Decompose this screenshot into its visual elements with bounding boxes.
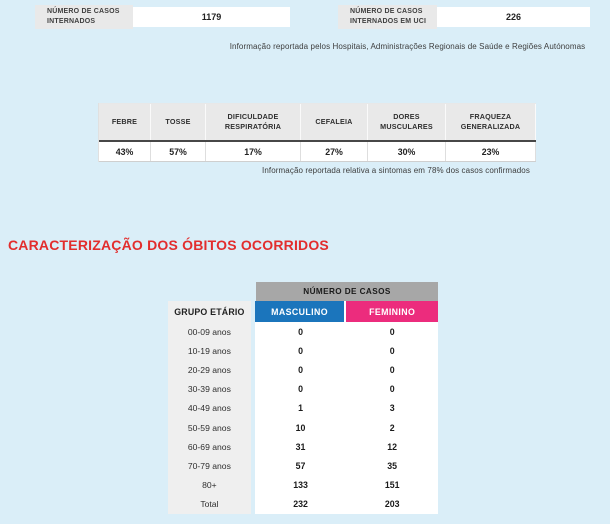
- hospitalized-cases-value: 1179: [133, 7, 290, 27]
- age-group-label: 50-59 anos: [168, 418, 251, 437]
- deaths-table-header-row: [168, 301, 438, 322]
- age-group-label: 70-79 anos: [168, 456, 251, 475]
- symptom-value: 23%: [446, 142, 536, 161]
- symptoms-table-value-row: [99, 142, 536, 162]
- deaths-table-banner-row: [168, 282, 438, 301]
- deaths-table-body: [168, 322, 438, 514]
- symptom-value: 43%: [99, 142, 151, 161]
- male-cases-value: 133: [255, 476, 347, 495]
- male-cases-value: 57: [255, 456, 347, 475]
- symptom-value: 57%: [151, 142, 206, 161]
- female-cases-value: 0: [346, 341, 438, 360]
- age-group-label: 20-29 anos: [168, 360, 251, 379]
- deaths-section-title: CARACTERIZAÇÃO DOS ÓBITOS OCORRIDOS: [8, 237, 329, 253]
- male-cases-value: 10: [255, 418, 347, 437]
- deaths-table-row: [168, 322, 438, 341]
- number-of-cases-banner: NÚMERO DE CASOS: [256, 282, 438, 301]
- male-cases-value: 31: [255, 437, 347, 456]
- female-cases-value: 35: [346, 456, 438, 475]
- icu-cases-label-line1: NÚMERO DE CASOS: [350, 8, 423, 16]
- symptom-header: DIFICULDADE RESPIRATÓRIA: [206, 104, 301, 140]
- hospitalized-cases-label: [35, 5, 133, 29]
- symptom-header: TOSSE: [151, 104, 206, 140]
- symptom-value: 27%: [301, 142, 368, 161]
- symptoms-table: [98, 103, 536, 162]
- symptom-header: DORES MUSCULARES: [368, 104, 446, 140]
- deaths-table-row: [168, 380, 438, 399]
- deaths-table: [168, 282, 438, 514]
- deaths-table-row: [168, 437, 438, 456]
- deaths-table-row: [168, 476, 438, 495]
- symptom-value: 17%: [206, 142, 301, 161]
- symptom-header: FEBRE: [99, 104, 151, 140]
- deaths-table-row: [168, 418, 438, 437]
- age-group-label: 10-19 anos: [168, 341, 251, 360]
- male-cases-value: 0: [255, 322, 347, 341]
- icu-cases-label-line2: INTERNADOS EM UCI: [350, 18, 427, 25]
- age-group-label: Total: [168, 495, 251, 514]
- symptom-value: 30%: [368, 142, 446, 161]
- symptom-header: FRAQUEZA GENERALIZADA: [446, 104, 536, 140]
- deaths-table-row: [168, 360, 438, 379]
- deaths-table-row: [168, 495, 438, 514]
- female-cases-value: 0: [346, 380, 438, 399]
- age-group-label: 30-39 anos: [168, 380, 251, 399]
- age-group-label: 00-09 anos: [168, 322, 251, 341]
- hospitalized-cases-label-line1: NÚMERO DE CASOS: [47, 8, 120, 16]
- icu-cases-value: 226: [437, 7, 590, 27]
- hospitalized-cases-label-line2: INTERNADOS: [47, 18, 96, 25]
- female-cases-value: 2: [346, 418, 438, 437]
- male-cases-value: 0: [255, 380, 347, 399]
- female-column-header: FEMININO: [346, 301, 438, 322]
- female-cases-value: 203: [346, 495, 438, 514]
- male-cases-value: 0: [255, 360, 347, 379]
- male-column-header: MASCULINO: [255, 301, 345, 322]
- symptoms-source-note: Informação reportada relativa a sintomas em 78% dos casos confirmados: [262, 166, 530, 175]
- deaths-table-row: [168, 399, 438, 418]
- female-cases-value: 3: [346, 399, 438, 418]
- age-group-label: 80+: [168, 476, 251, 495]
- age-group-label: 40-49 anos: [168, 399, 251, 418]
- deaths-table-row: [168, 456, 438, 475]
- symptom-header: CEFALEIA: [301, 104, 368, 140]
- female-cases-value: 151: [346, 476, 438, 495]
- female-cases-value: 0: [346, 360, 438, 379]
- male-cases-value: 232: [255, 495, 347, 514]
- age-group-header: GRUPO ETÁRIO: [168, 301, 251, 322]
- male-cases-value: 1: [255, 399, 347, 418]
- male-cases-value: 0: [255, 341, 347, 360]
- age-group-label: 60-69 anos: [168, 437, 251, 456]
- female-cases-value: 0: [346, 322, 438, 341]
- deaths-table-row: [168, 341, 438, 360]
- female-cases-value: 12: [346, 437, 438, 456]
- symptoms-table-header-row: [99, 103, 536, 142]
- icu-cases-label: [338, 5, 437, 29]
- hospitals-source-note: Informação reportada pelos Hospitais, Administrações Regionais de Saúde e Regiões Autónomas: [229, 42, 586, 51]
